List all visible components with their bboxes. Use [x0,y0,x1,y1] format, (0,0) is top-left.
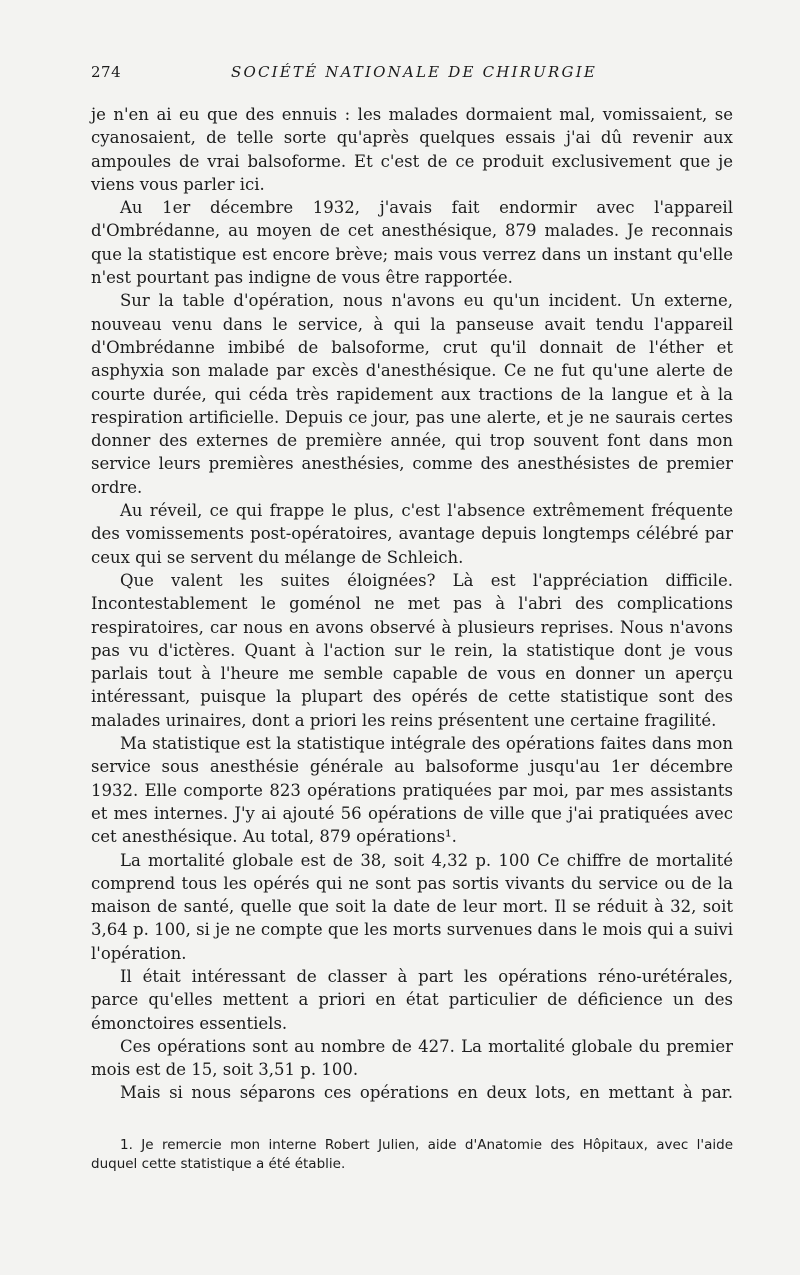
paragraph-10: Mais si nous séparons ces opérations en deux lots, en mettant à par. [120,1083,733,1103]
paragraph-9: Ces opérations sont au nombre de 427. La mortalité globale du premier mois est de 15, soit 3,51 p. 100. [91,1036,733,1080]
paragraph-4: Au réveil, ce qui frappe le plus, c'est l'absence extrêmement fréquente des vomissements post-opératoires, avantage depuis longtemps célébré par ceux qui se servent du mélange de Schleich. [91,501,733,567]
paragraph-6: Ma statistique est la statistique intégrale des opérations faites dans mon service sous anesthésie générale au balsoforme jusqu'au 1er décembre 1932. Elle comporte 823 opérations pratiquées par moi, par mes assistants et mes internes. J'y ai ajouté 56 opérations de ville que j'ai pratiquées avec cet anesthésique. Au total, 879 opérations¹. [91,734,733,847]
footnote: 1. Je remercie mon interne Robert Julien, aide d'Anatomie des Hôpitaux, avec l'aide duquel cette statistique a été établie. [91,1137,733,1172]
page-number: 274 [91,63,122,81]
paragraph-3: Sur la table d'opération, nous n'avons eu qu'un incident. Un externe, nouveau venu dans le service, à qui la panseuse avait tendu l'appareil d'Ombrédanne imbibé de balsoforme, crut qu'il donnait de l'éther et asphyxia son malade par excès d'anesthésique. Ce ne fut qu'une alerte de courte durée, qui céda très rapidement aux tractions de la langue et à la respiration artificielle. Depuis ce jour, pas une alerte, et je ne saurais certes donner des externes de première année, qui trop souvent font dans mon service leurs premières anesthésies, comme des anesthésistes de premier ordre. [91,291,733,497]
paragraph-2: Au 1er décembre 1932, j'avais fait endormir avec l'appareil d'Ombrédanne, au moyen de cet anesthésique, 879 malades. Je reconnais que la statistique est encore brève; mais vous verrez dans un instant qu'elle n'est pourtant pas indigne de vous être rapportée. [91,198,733,288]
paragraph-8: Il était intéressant de classer à part les opérations réno-urétérales, parce qu'elles mettent a priori en état particulier de déficience un des émonctoires essentiels. [91,966,733,1033]
page-header [91,63,733,85]
running-head: SOCIÉTÉ NATIONALE DE CHIRURGIE [231,63,597,81]
paragraph-1: je n'en ai eu que des ennuis : les malades dormaient mal, vomissaient, se cyanosaient, de telle sorte qu'après quelques essais j'ai dû revenir aux ampoules de vrai balsoforme. Et c'est de ce produit exclusivement que je viens vous parler ici. [91,105,733,194]
body-text [91,103,733,1105]
paragraph-7: La mortalité globale est de 38, soit 4,32 p. 100 Ce chiffre de mortalité comprend tous les opérés qui ne sont pas sortis vivants du service ou de la maison de santé, quelle que soit la date de leur mort. Il se réduit à 32, soit 3,64 p. 100, si je ne compte que les morts survenues dans le mois qui a suivi l'opération. [91,850,733,963]
paragraph-5: Que valent les suites éloignées? Là est l'appréciation difficile. Incontestablement le goménol ne met pas à l'abri des complications respiratoires, car nous en avons observé à plusieurs reprises. Nous n'avons pas vu d'ictères. Quant à l'action sur le rein, la statistique dont je vous parlais tout à l'heure me semble capable de vous en donner un aperçu intéressant, puisque la plupart des opérés de cette statistique sont des malades urinaires, dont a priori les reins présentent une certaine fragilité. [91,570,733,730]
